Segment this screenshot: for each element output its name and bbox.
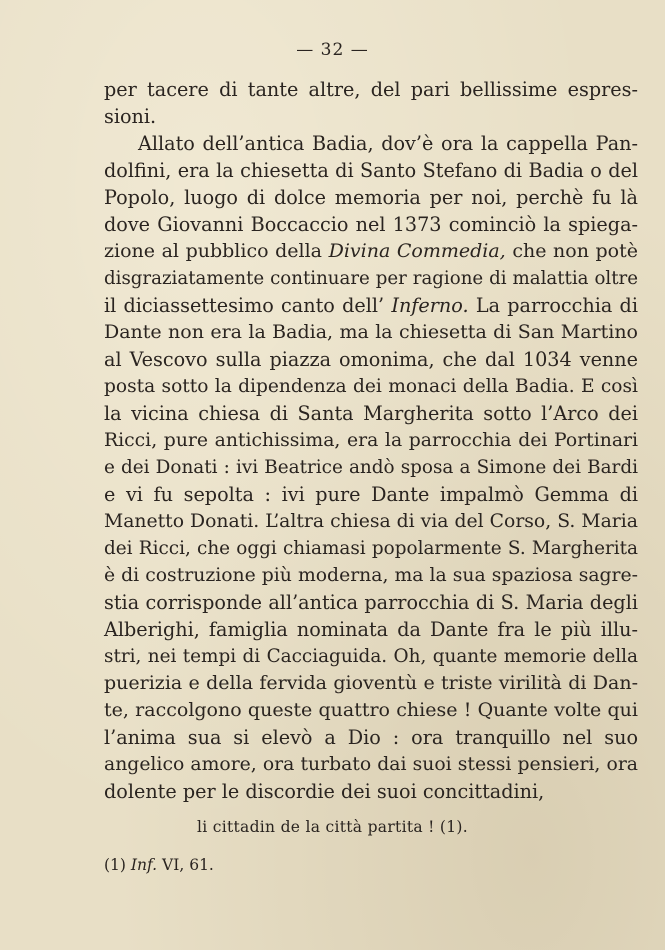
text-line (104, 778, 638, 805)
footnote-prefix: (1) (104, 856, 131, 874)
text-segment: La parrocchia di (468, 294, 638, 317)
text-segment: dei Ricci, che oggi chiamasi popolarmente S. Margherita (104, 538, 638, 559)
text-segment: è di costruzione più moderna, ma la sua spaziosa sagre- (104, 565, 638, 586)
text-line (104, 697, 638, 724)
text-line (104, 643, 638, 670)
quoted-verse: li cittadin de la città partita ! (1). (197, 818, 468, 836)
text-line (104, 616, 638, 643)
text-line (104, 265, 638, 292)
text-segment: te, raccolgono queste quattro chiese ! Quante volte qui (104, 699, 638, 721)
text-segment: zione al pubblico della (104, 240, 329, 262)
text-line (104, 292, 638, 319)
text-segment: angelico amore, ora turbato dai suoi stessi pensieri, ora (104, 754, 638, 775)
text-segment: stri, nei tempi di Cacciaguida. Oh, quante memorie della (104, 646, 638, 667)
text-segment: Allato dell’antica Badia, dov’è ora la cappella Pan- (138, 132, 638, 155)
italic-title: Inferno. (391, 294, 469, 317)
italic-title: Divina Commedia, (328, 240, 506, 262)
text-segment: il diciassettesimo canto dell’ (104, 294, 392, 317)
text-line (104, 535, 638, 562)
text-line (104, 508, 638, 535)
text-segment: per tacere di tante altre, del pari bellissime espres- (104, 78, 638, 101)
footnote (104, 856, 214, 874)
text-line (104, 373, 638, 400)
text-line (104, 427, 638, 454)
body-text (104, 76, 638, 805)
text-line (104, 211, 638, 238)
text-segment: dolente per le discordie dei suoi concittadini, (104, 780, 545, 803)
text-segment: puerizia e della fervida gioventù e triste virilità di Dan- (104, 672, 638, 694)
text-line (104, 454, 638, 481)
text-segment: Alberighi, famiglia nominata da Dante fra le più illu- (104, 618, 638, 641)
text-line (104, 562, 638, 589)
text-line (104, 670, 638, 697)
text-segment: Dante non era la Badia, ma la chiesetta di San Martino (104, 321, 638, 343)
text-segment: posta sotto la dipendenza dei monaci della Badia. E così (104, 376, 638, 397)
text-line (104, 400, 638, 427)
text-segment: l’anima sua si elevò a Dio : ora tranquillo nel suo (104, 726, 638, 749)
text-line (104, 751, 638, 778)
text-segment: e vi fu sepolta : ivi pure Dante impalmò Gemma di (104, 483, 638, 506)
footnote-source: Inf. (130, 856, 158, 874)
text-segment: disgraziatamente continuare per ragione di malattia oltre (104, 268, 638, 289)
text-line (104, 76, 638, 103)
text-line (104, 157, 638, 184)
text-segment: dove Giovanni Boccaccio nel 1373 cominciò la spiega- (104, 213, 638, 236)
text-line (104, 103, 638, 130)
text-segment: che non potè (505, 240, 638, 262)
text-line (104, 346, 638, 373)
text-line (104, 238, 638, 265)
text-segment: Popolo, luogo di dolce memoria per noi, perchè fu là (104, 186, 638, 209)
text-segment: la vicina chiesa di Santa Margherita sotto l’Arco dei (104, 402, 638, 425)
text-segment: al Vescovo sulla piazza omonima, che dal 1034 venne (104, 348, 638, 371)
text-line (104, 319, 638, 346)
text-line (104, 589, 638, 616)
text-segment: Manetto Donati. L’altra chiesa di via del Corso, S. Maria (104, 511, 638, 532)
page-number: — 32 — (296, 40, 369, 60)
text-line (104, 481, 638, 508)
text-segment: dolfini, era la chiesetta di Santo Stefano di Badia o del (104, 159, 638, 182)
text-segment: sioni. (104, 105, 157, 128)
text-segment: Ricci, pure antichissima, era la parrocchia dei Portinari (104, 430, 638, 451)
text-line (104, 130, 638, 157)
text-line (104, 724, 638, 751)
text-line (104, 184, 638, 211)
footnote-reference: VI, 61. (157, 856, 214, 874)
text-segment: stia corrisponde all’antica parrocchia di S. Maria degli (104, 591, 638, 614)
text-segment: e dei Donati : ivi Beatrice andò sposa a Simone dei Bardi (104, 457, 638, 478)
